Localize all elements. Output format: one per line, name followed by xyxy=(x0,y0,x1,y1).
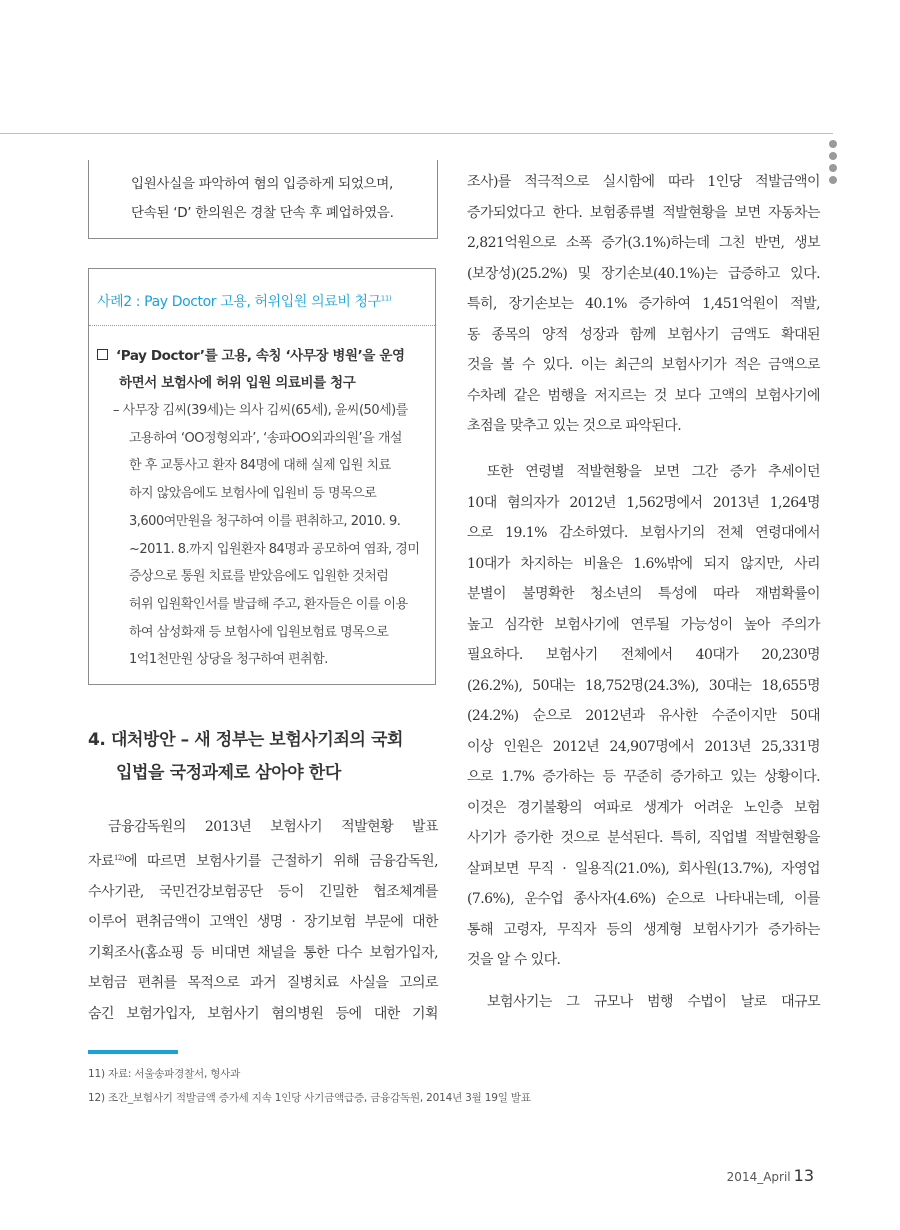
case2-box xyxy=(88,268,436,685)
body-line: – 사무장 김씨(39세)는 의사 김씨(65세), 윤씨(50세)를 xyxy=(113,403,408,418)
body-line: 3,600여만원을 청구하여 이를 편취하고, 2010. 9. xyxy=(129,513,401,529)
footnote-12: 12) 조간_보험사기 적발금액 증가세 지속 1인당 사기금액급증, 금융감독원, 2014년 3월 19일 발표 xyxy=(88,1092,531,1104)
section-heading-line: 입법을 국정과제로 삼아야 한다 xyxy=(116,763,341,783)
body-line: ~2011. 8.까지 입원환자 84명과 공모하여 염좌, 경미 xyxy=(129,541,420,557)
para-line: 보험사기는 그 규모나 범행 수법이 날로 대규모 xyxy=(487,994,820,1010)
body-line: 한 후 교통사고 환자 84명에 대해 실제 입원 치료 xyxy=(129,458,391,474)
para-line: 기획조사(홈쇼핑 등 비대면 채널을 통한 다수 보험가입자, xyxy=(88,944,438,961)
para-line: (24.2%) 순으로 2012년과 유사한 수준이지만 50대 xyxy=(467,708,820,724)
para-line: 이루어 편취금액이 고액인 생명 · 장기보험 부문에 대한 xyxy=(88,914,438,931)
body-line: 증상으로 통원 치료를 받았음에도 입원한 것처럼 xyxy=(129,569,389,585)
para-line: 수사기관, 국민건강보험공단 등이 긴밀한 협조체계를 xyxy=(88,883,438,900)
body-line: 하지 않았음에도 보험사에 입원비 등 명목으로 xyxy=(129,486,377,502)
para-line: 숨긴 보험가입자, 보험사기 혐의병원 등에 대한 기획 xyxy=(88,1005,438,1022)
para-line: 것을 볼 수 있다. 이는 최근의 보험사기가 적은 금액으로 xyxy=(467,357,820,373)
para-line: (7.6%), 운수업 종사자(4.6%) 순으로 나타내는데, 이를 xyxy=(467,891,820,907)
para-line: 10대가 차지하는 비율은 1.6%밖에 되지 않지만, 사리 xyxy=(467,555,820,572)
footnote-11: 11) 자료: 서울송파경찰서, 형사과 xyxy=(88,1068,241,1080)
box-line: 입원사실을 파악하여 혐의 입증하게 되었으며, xyxy=(131,176,394,192)
header-rule xyxy=(0,133,833,134)
heading-line: 하면서 보험사에 허위 입원 의료비를 청구 xyxy=(119,375,356,391)
para-line: 필요하다. 보험사기 전체에서 40대가 20,230명 xyxy=(467,647,820,663)
para-line: 증가되었다고 한다. 보험종류별 적발현황을 보면 자동차는 xyxy=(467,204,820,221)
section-heading xyxy=(88,724,438,790)
body-line: 하여 삼성화재 등 보험사에 입원보험료 명목으로 xyxy=(129,624,389,640)
case2-body xyxy=(113,397,431,674)
para-line: 통해 고령자, 무직자 등의 생계형 보험사기가 증가하는 xyxy=(467,921,820,938)
decorative-dots xyxy=(829,140,841,188)
body-line: 허위 입원확인서를 발급해 주고, 환자들은 이를 이용 xyxy=(129,596,408,612)
para-text: 에 따르면 보험사기를 근절하기 위해 금융감독원, xyxy=(123,853,438,870)
right-paragraph-3 xyxy=(467,987,820,1018)
dot-icon xyxy=(829,176,837,184)
para-line: 분별이 불명확한 청소년의 특성에 따라 재범확률이 xyxy=(467,586,820,602)
case2-title xyxy=(97,291,391,311)
para-line: 또한 연령별 적발현황을 보면 그간 증가 추세이던 xyxy=(487,464,820,480)
para-line: 이것은 경기불황의 여파로 생계가 어려운 노인층 보험 xyxy=(467,799,820,816)
para-line: 사기가 증가한 것으로 분석된다. 특히, 직업별 적발현황을 xyxy=(467,830,820,846)
dot-icon xyxy=(829,140,837,148)
para-line: 초점을 맞추고 있는 것으로 파악된다. xyxy=(467,418,682,434)
para-line: 금융감독원의 2013년 보험사기 적발현황 발표 xyxy=(108,819,438,835)
case2-heading xyxy=(97,343,431,397)
heading-line: ‘Pay Doctor’를 고용, 속칭 ‘사무장 병원’을 운영 xyxy=(116,348,405,364)
para-line: 것을 알 수 있다. xyxy=(467,952,561,968)
para-line: 이상 인원은 2012년 24,907명에서 2013년 25,331명 xyxy=(467,738,820,755)
para-line xyxy=(88,843,438,877)
body-line: 1억1천만원 상당을 청구하여 편취함. xyxy=(129,652,328,668)
left-paragraph xyxy=(88,812,438,1029)
dotted-divider xyxy=(89,325,435,326)
issue-label: 2014_April xyxy=(726,1170,791,1184)
para-line: 으로 19.1% 감소하였다. 보험사기의 전체 연령대에서 xyxy=(467,525,820,541)
para-line: 보험금 편취를 목적으로 과거 질병치료 사실을 고의로 xyxy=(88,975,438,992)
footnote-rule xyxy=(88,1050,178,1054)
footnote-ref: 12) xyxy=(113,853,124,862)
square-bullet-icon xyxy=(97,349,108,360)
para-line: 10대 혐의자가 2012년 1,562명에서 2013년 1,264명 xyxy=(467,494,820,511)
para-line: (보장성)(25.2%) 및 장기손보(40.1%)는 급증하고 있다. xyxy=(467,265,820,282)
para-line: 으로 1.7% 증가하는 등 꾸준히 증가하고 있는 상황이다. xyxy=(467,769,820,785)
page-number: 13 xyxy=(793,1166,814,1185)
case2-title-text: 사례2 : Pay Doctor 고용, 허위입원 의료비 청구 xyxy=(97,294,381,310)
box-line: 단속된 ‘D’ 한의원은 경찰 단속 후 폐업하였음. xyxy=(131,205,394,221)
dot-icon xyxy=(829,152,837,160)
page-footer xyxy=(727,1166,814,1185)
para-line: 2,821억원으로 소폭 증가(3.1%)하는데 그친 반면, 생보 xyxy=(467,235,820,251)
right-paragraph-2 xyxy=(467,457,820,976)
dot-icon xyxy=(829,164,837,172)
para-line: 살펴보면 무직 · 일용직(21.0%), 회사원(13.7%), 자영업 xyxy=(467,860,820,877)
para-line: 높고 심각한 보험사기에 연루될 가능성이 높아 주의가 xyxy=(467,616,820,633)
para-line: (26.2%), 50대는 18,752명(24.3%), 30대는 18,655명 xyxy=(467,677,820,694)
para-line: 동 종목의 양적 성장과 함께 보험사기 금액도 확대된 xyxy=(467,326,820,343)
case1-box-continued xyxy=(88,160,438,239)
right-paragraph-1 xyxy=(467,167,820,442)
para-text: 자료 xyxy=(88,853,114,870)
body-line: 고용하여 ‘OO정형외과’, ‘송파OO외과의원’을 개설 xyxy=(129,430,402,446)
para-line: 조사)를 적극적으로 실시함에 따라 1인당 적발금액이 xyxy=(467,174,820,190)
footnote-ref: 11) xyxy=(380,294,392,303)
para-line: 수차례 같은 범행을 저지르는 것 보다 고액의 보험사기에 xyxy=(467,387,820,404)
section-heading-line: 4. 대처방안 – 새 정부는 보험사기죄의 국회 xyxy=(88,730,404,750)
para-line: 특히, 장기손보는 40.1% 증가하여 1,451억원이 적발, xyxy=(467,296,820,312)
